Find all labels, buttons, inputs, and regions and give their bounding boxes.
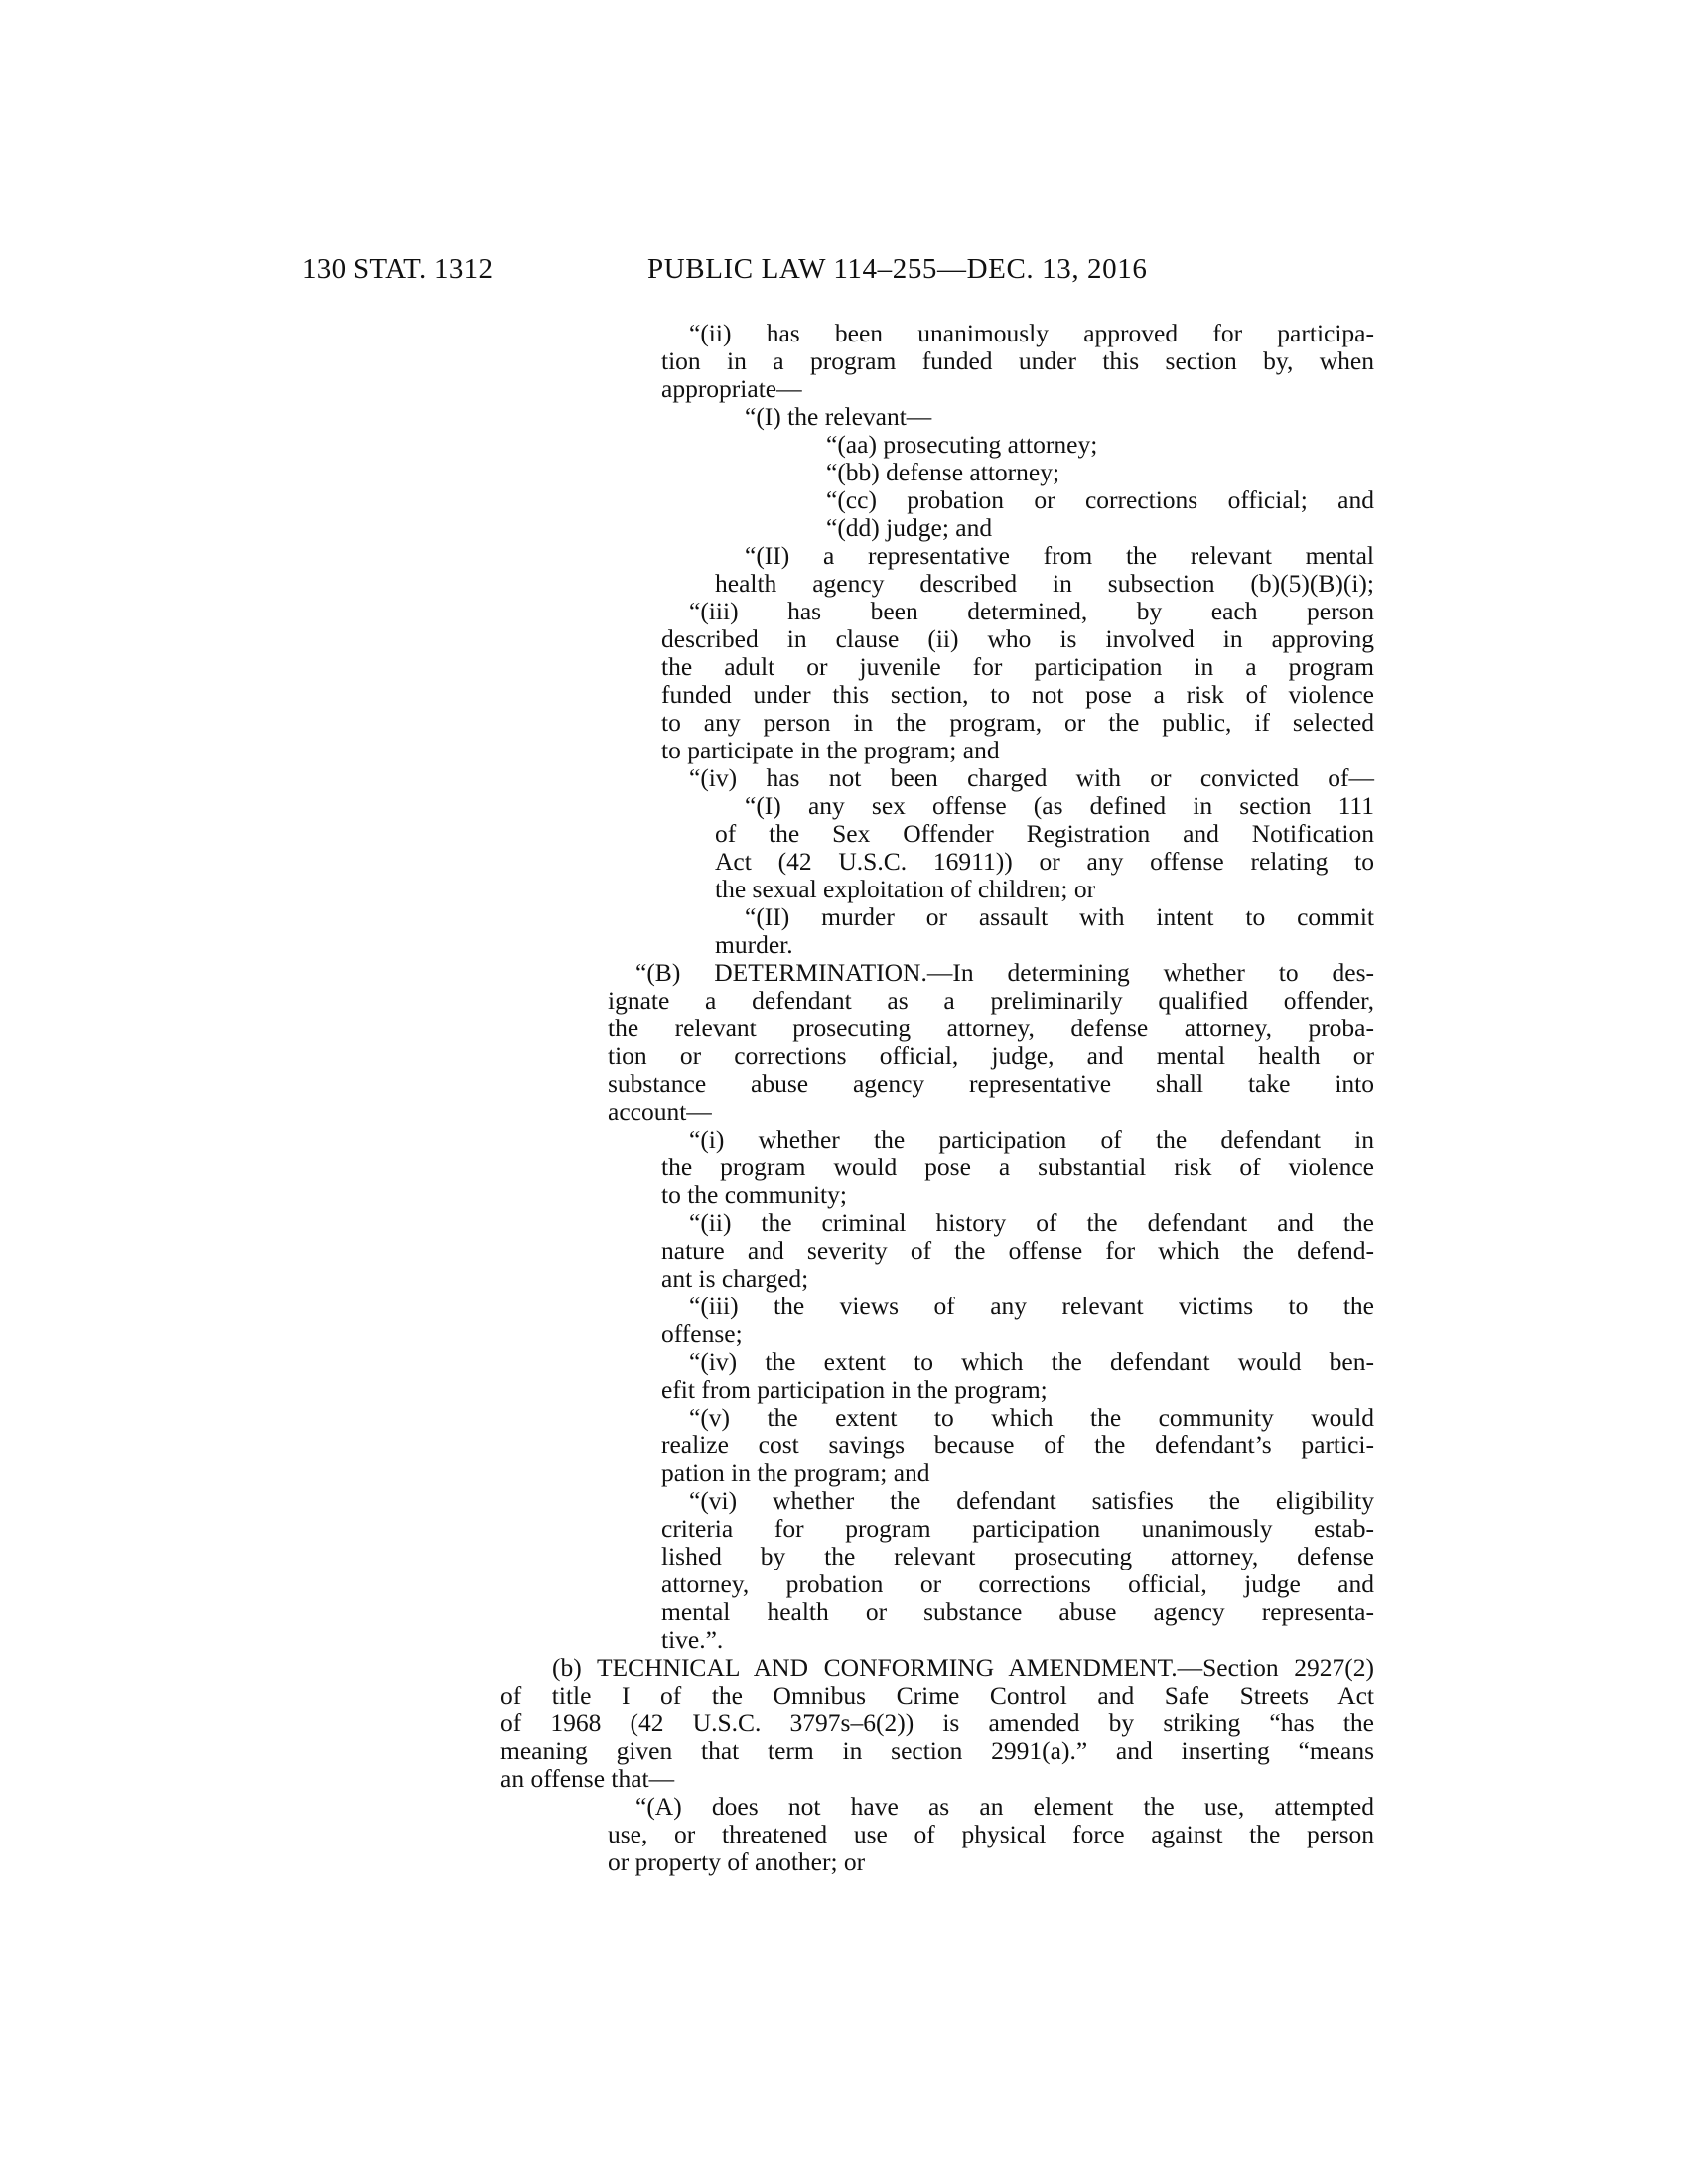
text-line: “(II) a representative from the relevant mental: [745, 541, 1374, 570]
text-line: an offense that—: [500, 1764, 675, 1793]
text-line: tive.”.: [661, 1625, 724, 1654]
text-line: Act (42 U.S.C. 16911)) or any offense relating to: [715, 847, 1374, 876]
text-line: “(ii) the criminal history of the defendant and the: [689, 1208, 1374, 1237]
text-line: account—: [608, 1097, 712, 1126]
text-line: described in clause (ii) who is involved in approving: [661, 624, 1374, 653]
text-line: pation in the program; and: [661, 1458, 930, 1487]
text-line: murder.: [715, 930, 793, 959]
text-line: the program would pose a substantial risk of violence: [661, 1153, 1374, 1181]
text-line: the sexual exploitation of children; or: [715, 875, 1096, 903]
text-line: ignate a defendant as a preliminarily qualified offender,: [608, 986, 1374, 1015]
text-line: substance abuse agency representative shall take into: [608, 1069, 1374, 1098]
page-header: [0, 253, 1688, 293]
text-line: funded under this section, to not pose a risk of violence: [661, 680, 1374, 709]
text-line: “(iv) has not been charged with or convicted of—: [689, 763, 1374, 792]
text-line: “(I) any sex offense (as defined in section 111: [745, 791, 1374, 820]
statute-page-number: 130 STAT. 1312: [302, 253, 493, 285]
text-line: “(I) the relevant—: [745, 402, 932, 431]
text-line: “(iii) has been determined, by each person: [689, 597, 1374, 625]
text-line: of the Sex Offender Registration and Notification: [715, 819, 1374, 848]
text-line: “(i) whether the participation of the defendant in: [689, 1125, 1374, 1154]
text-line: of title I of the Omnibus Crime Control and Safe Streets Act: [500, 1681, 1374, 1709]
page-title: PUBLIC LAW 114–255—DEC. 13, 2016: [647, 253, 1148, 285]
text-line: “(aa) prosecuting attorney;: [826, 430, 1098, 459]
text-line: (b) TECHNICAL AND CONFORMING AMENDMENT.—Section 2927(2): [552, 1653, 1374, 1682]
text-line: lished by the relevant prosecuting attorney, defense: [661, 1542, 1374, 1570]
text-line: “(dd) judge; and: [826, 513, 993, 542]
text-line: criteria for program participation unanimously estab-: [661, 1514, 1374, 1543]
text-line: nature and severity of the offense for which the defend-: [661, 1236, 1374, 1265]
text-line: “(iv) the extent to which the defendant would ben-: [689, 1347, 1374, 1376]
text-line: “(cc) probation or corrections official; and: [826, 485, 1374, 514]
text-line: “(B) DETERMINATION.—In determining whether to des-: [635, 958, 1374, 987]
text-line: “(vi) whether the defendant satisfies the eligibility: [689, 1486, 1374, 1515]
text-line: “(iii) the views of any relevant victims to the: [689, 1292, 1374, 1320]
text-line: of 1968 (42 U.S.C. 3797s–6(2)) is amended by striking “has the: [500, 1708, 1374, 1737]
text-line: to the community;: [661, 1180, 847, 1209]
text-line: ant is charged;: [661, 1264, 809, 1293]
text-line: mental health or substance abuse agency representa-: [661, 1597, 1374, 1626]
text-line: attorney, probation or corrections official, judge and: [661, 1570, 1374, 1598]
text-line: “(II) murder or assault with intent to commit: [745, 902, 1374, 931]
text-line: the adult or juvenile for participation in a program: [661, 652, 1374, 681]
text-line: or property of another; or: [608, 1847, 866, 1876]
text-line: “(ii) has been unanimously approved for participa-: [689, 319, 1374, 347]
text-line: efit from participation in the program;: [661, 1375, 1048, 1404]
text-line: tion or corrections official, judge, and mental health or: [608, 1041, 1374, 1070]
text-line: appropriate—: [661, 374, 802, 403]
text-line: “(bb) defense attorney;: [826, 458, 1060, 486]
text-line: to any person in the program, or the public, if selected: [661, 708, 1374, 737]
text-line: “(v) the extent to which the community would: [689, 1403, 1374, 1432]
text-line: meaning given that term in section 2991(a).” and inserting “means: [500, 1736, 1374, 1765]
text-line: tion in a program funded under this section by, when: [661, 346, 1374, 375]
text-line: to participate in the program; and: [661, 736, 1000, 764]
text-line: offense;: [661, 1319, 743, 1348]
text-line: health agency described in subsection (b)(5)(B)(i);: [715, 569, 1374, 598]
text-line: realize cost savings because of the defendant’s partici-: [661, 1431, 1374, 1459]
text-line: “(A) does not have as an element the use, attempted: [635, 1792, 1374, 1821]
text-line: the relevant prosecuting attorney, defense attorney, proba-: [608, 1014, 1374, 1042]
text-line: use, or threatened use of physical force against the person: [608, 1820, 1374, 1848]
